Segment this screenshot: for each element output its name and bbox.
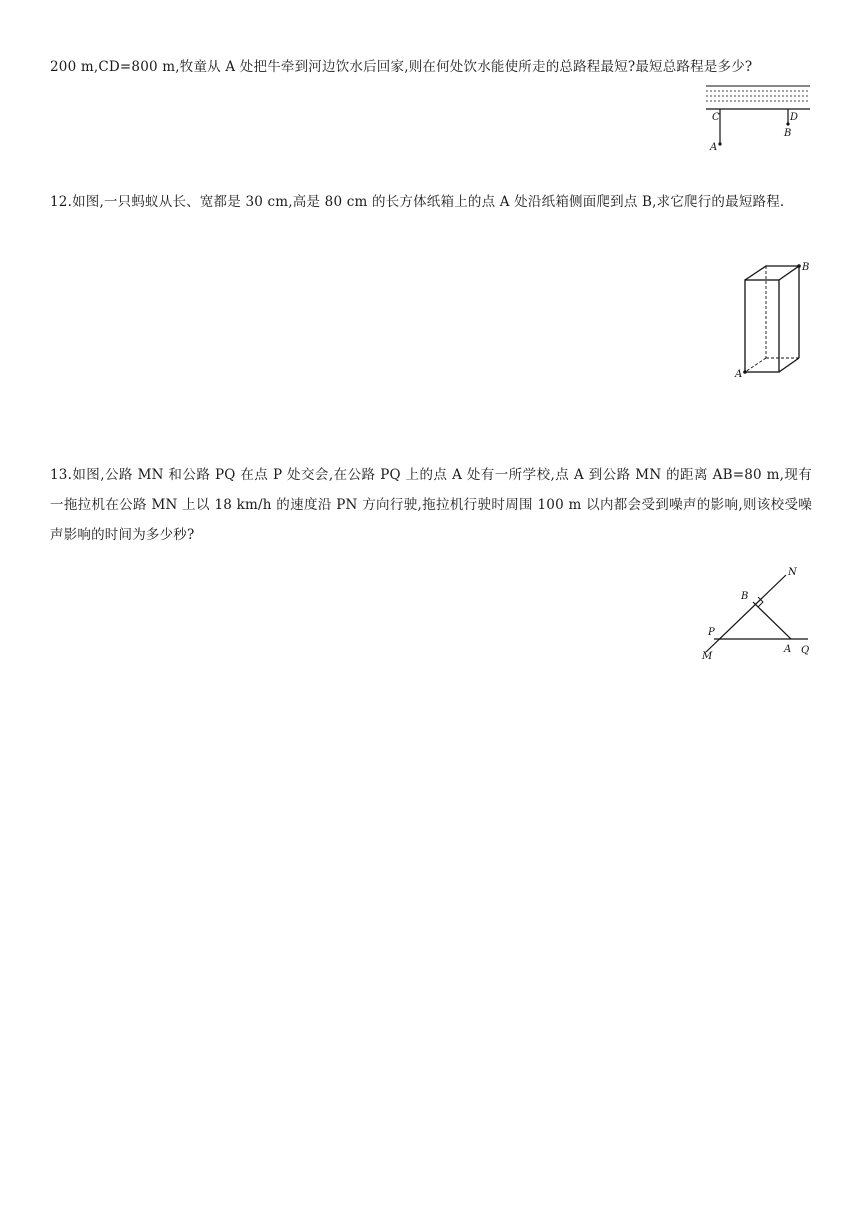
problem-11-text: 200 m,CD=800 m,牧童从 A 处把牛牵到河边饮水后回家,则在何处饮水能使所走的总路程最短?最短总路程是多少?: [50, 59, 753, 75]
box-bottom-right-edge: [779, 358, 799, 372]
label-b: B: [741, 591, 749, 602]
label-m: M: [702, 651, 713, 662]
label-b: B: [802, 262, 810, 273]
problem-12-text: 12.如图,一只蚂蚁从长、宽都是 30 cm,高是 80 cm 的长方体纸箱上的点 A 处沿纸箱侧面爬到点 B,求它爬行的最短路程.: [50, 194, 785, 210]
road-figure: [700, 564, 820, 664]
label-p: P: [708, 627, 715, 638]
label-d: D: [790, 112, 799, 123]
river-figure: [704, 84, 814, 154]
box-figure: [734, 262, 814, 380]
label-n: N: [788, 567, 797, 578]
point-a: [718, 142, 721, 145]
box-top-face: [745, 266, 799, 280]
label-b: B: [784, 128, 792, 139]
label-a: A: [710, 142, 718, 153]
label-a: A: [735, 369, 743, 380]
point-b: [797, 264, 801, 268]
problem-13-text: 13.如图,公路 MN 和公路 PQ 在点 P 处交会,在公路 PQ 上的点 A 处有一所学校,点 A 到公路 MN 的距离 AB=80 m,现有一拖拉机在公路 MN 上以 18 km/h 的速度沿 PN 方向行驶,拖拉机行驶时周围 100 m 以内都会受到噪声的影响,则该校受噪声影响的时间为多少秒?: [50, 467, 812, 543]
box-hidden-edge: [745, 358, 766, 372]
road-mn: [706, 575, 786, 652]
point-a: [743, 370, 747, 374]
label-a: A: [784, 644, 792, 655]
label-q: Q: [801, 645, 810, 656]
segment-ab: [753, 602, 791, 639]
label-c: C: [712, 112, 720, 123]
